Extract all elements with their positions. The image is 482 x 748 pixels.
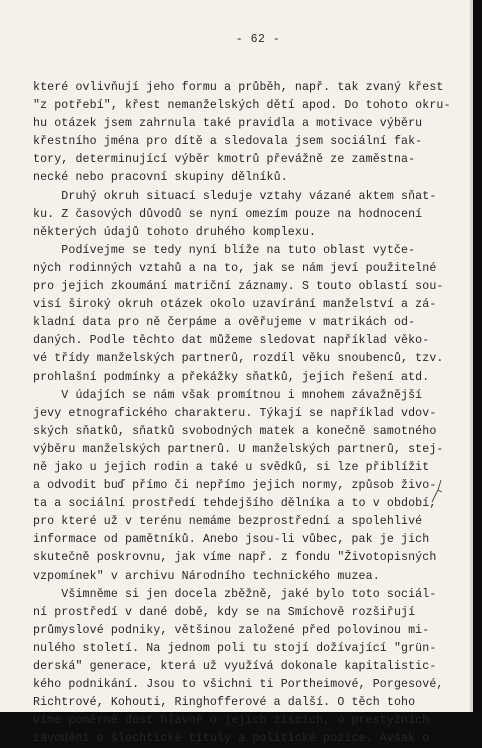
text-line: derská" generace, která už využívá dokonale kapitalistic- — [33, 660, 437, 673]
text-line: Druhý okruh situací sleduje vztahy vázané aktem sňat- — [33, 189, 437, 203]
text-line: necké nebo pracovní skupiny dělníků. — [33, 171, 288, 185]
text-line: tory, determinující výběr kmotrů převážně ze zaměstna- — [33, 153, 416, 167]
text-line: Všimněme si jen docela zběžně, jaké bylo toto sociál- — [33, 587, 437, 601]
text-line: nulého století. Na jednom poli tu stojí dožívající "grün- — [33, 641, 437, 655]
text-line: vzpomínek" v archivu Národního technického muzea. — [33, 569, 380, 583]
text-line: pro jejich zkoumání matriční záznamy. S touto oblastí sou- — [33, 280, 444, 294]
text-line: jevy etnografického charakteru. Týkají se například vdov- — [33, 406, 437, 420]
text-line: visí široký okruh otázek okolo uzavírání manželství a zá- — [33, 298, 437, 312]
text-line: víme poměrně dost hlavně o jejich ziscích, o prestyžních — [33, 714, 430, 728]
text-line: a odvodit buď přímo či nepřímo jejich normy, způsob živo- — [33, 479, 437, 493]
text-line: ku. Z časových důvodů se nyní omezím pouze na hodnocení — [33, 207, 423, 221]
text-line: Richtrové, Kohouti, Ringhofferové a další. O těch toho — [33, 696, 416, 710]
text-line: výběru manželských partnerů. U manželských partnerů, stej- — [33, 442, 444, 456]
text-line: V údajích se nám však promítnou i mnohem závažnější — [33, 388, 423, 402]
text-line: pro které už v terénu nemáme bezprostřední a spolehlivé — [33, 515, 423, 529]
text-line: kladní data pro ně čerpáme a ověřujeme v matrikách od- — [33, 316, 416, 330]
text-line: prohlašní podmínky a překážky sňatků, jejich řešení atd. — [33, 370, 430, 384]
body-text — [33, 79, 451, 748]
page-edge-shadow — [470, 0, 473, 712]
text-line: skutečně poskrovnu, jak víme např. z fondu "Životopisných — [33, 551, 437, 565]
text-line: ní prostředí v dané době, kdy se na Smíchově rozšiřují — [33, 605, 416, 619]
margin-pencil-mark — [430, 476, 444, 504]
text-line: závodění o šlechtické tituly a politické pozice. Avšak o — [33, 732, 430, 746]
text-line: Podívejme se tedy nyní blíže na tuto oblast vytče- — [33, 243, 416, 257]
text-line: ných rodinných vztahů a na to, jak se nám jeví použitelné — [33, 261, 437, 275]
text-line: informace od pamětníků. Anebo jsou-li vůbec, pak je jich — [33, 533, 430, 547]
text-line: daných. Podle těchto dat můžeme sledovat například věko- — [33, 334, 430, 348]
text-line: ských sňatků, sňatků svobodných matek a konečně samotného — [33, 424, 437, 438]
text-line: křestního jména pro dítě a sledovala jsem sociální fak- — [33, 135, 423, 149]
text-line: kého podnikání. Jsou to všichni ti Portheimové, Porgesové, — [33, 678, 444, 692]
text-line: "z potřebí", křest nemanželských dětí apod. Do tohoto okru- — [33, 99, 451, 113]
text-line: vé třídy manželských partnerů, rozdíl věku snoubenců, tzv. — [33, 352, 444, 366]
text-line: některých údajů tohoto druhého komplexu. — [33, 225, 317, 239]
text-line: průmyslové podniky, většinou založené před polovinou mi- — [33, 623, 430, 637]
text-line: hu otázek jsem zahrnula také pravidla a motivace výběru — [33, 117, 423, 131]
text-line: ně jako u jejich rodin a také u svědků, si lze přiblížit — [33, 460, 430, 474]
text-line: které ovlivňují jeho formu a průběh, např. tak zvaný křest — [33, 81, 444, 94]
page-number: - 62 - — [235, 33, 281, 46]
text-line: ta a sociální prostředí tehdejšího dělníka a to v období, — [33, 497, 437, 511]
